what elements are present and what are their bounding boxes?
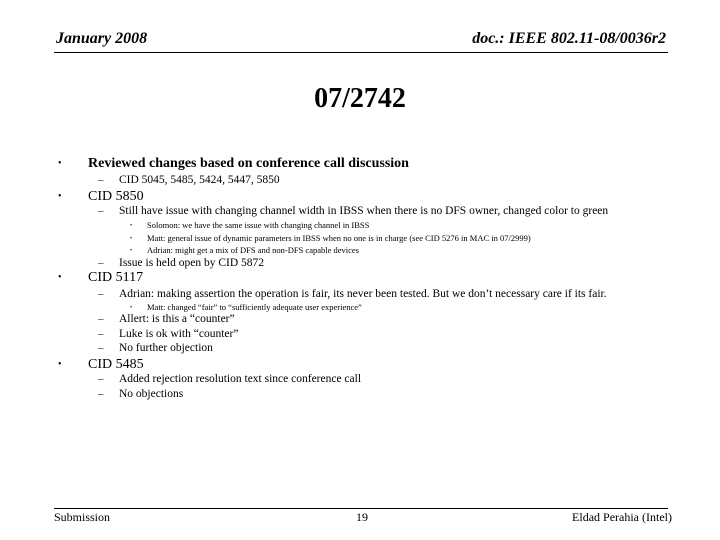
bullet-reviewed-changes: Reviewed changes based on conference call discussion	[88, 156, 409, 171]
dash-marker: –	[98, 388, 104, 400]
cid-5485-no-objections: No objections	[119, 388, 184, 400]
page-number: 19	[356, 510, 368, 524]
bullet-marker: •	[58, 359, 62, 370]
slide-title: 07/2742	[314, 83, 406, 114]
cid-5117-allert: Allert: is this a “counter”	[119, 313, 235, 325]
bullet-cid-5850: CID 5850	[88, 189, 144, 204]
header-doc-id: doc.: IEEE 802.11-08/0036r2	[472, 30, 666, 47]
cid-5850-note-matt: Matt: general issue of dynamic parameters in IBSS when no one is in charge (see CID 5276 in MAC in 07/2999)	[147, 233, 531, 243]
bullet-cid-5485: CID 5485	[88, 357, 144, 372]
bullet-marker: •	[58, 158, 62, 169]
dash-marker: –	[98, 174, 104, 186]
cid-5850-note-adrian: Adrian: might get a mix of DFS and non-DFS capable devices	[147, 245, 359, 255]
bullet-marker: •	[58, 272, 62, 283]
cid-5117-luke: Luke is ok with “counter”	[119, 328, 239, 340]
cid-5850-note-solomon: Solomon: we have the same issue with changing channel in IBSS	[147, 220, 370, 230]
footer-divider	[54, 508, 668, 509]
cid-5117-no-objection: No further objection	[119, 342, 213, 354]
bullet-marker: •	[58, 191, 62, 202]
footer-submission: Submission	[54, 510, 111, 524]
cid-5117-adrian: Adrian: making assertion the operation is fair, its never been tested. But we don’t necessary care if its fair.	[119, 288, 607, 300]
sub-bullet-marker: •	[130, 305, 133, 311]
dash-marker: –	[98, 205, 104, 217]
cid-list: CID 5045, 5485, 5424, 5447, 5850	[119, 174, 280, 186]
dash-marker: –	[98, 342, 104, 354]
dash-marker: –	[98, 257, 104, 269]
header-divider	[54, 52, 668, 53]
dash-marker: –	[98, 313, 104, 325]
dash-marker: –	[98, 373, 104, 385]
cid-5850-held-open: Issue is held open by CID 5872	[119, 257, 265, 269]
sub-bullet-marker: •	[130, 223, 133, 229]
sub-bullet-marker: •	[130, 248, 133, 254]
footer-author: Eldad Perahia (Intel)	[572, 510, 672, 524]
cid-5485-resolution: Added rejection resolution text since conference call	[119, 373, 362, 385]
sub-bullet-marker: •	[130, 236, 133, 242]
dash-marker: –	[98, 328, 104, 340]
cid-5117-note-matt: Matt: changed “fair” to “sufficiently adequate user experience”	[147, 302, 362, 312]
header-date: January 2008	[56, 30, 148, 47]
dash-marker: –	[98, 288, 104, 300]
bullet-cid-5117: CID 5117	[88, 270, 144, 285]
cid-5850-issue: Still have issue with changing channel width in IBSS when there is no DFS owner, changed color to green	[119, 205, 609, 217]
